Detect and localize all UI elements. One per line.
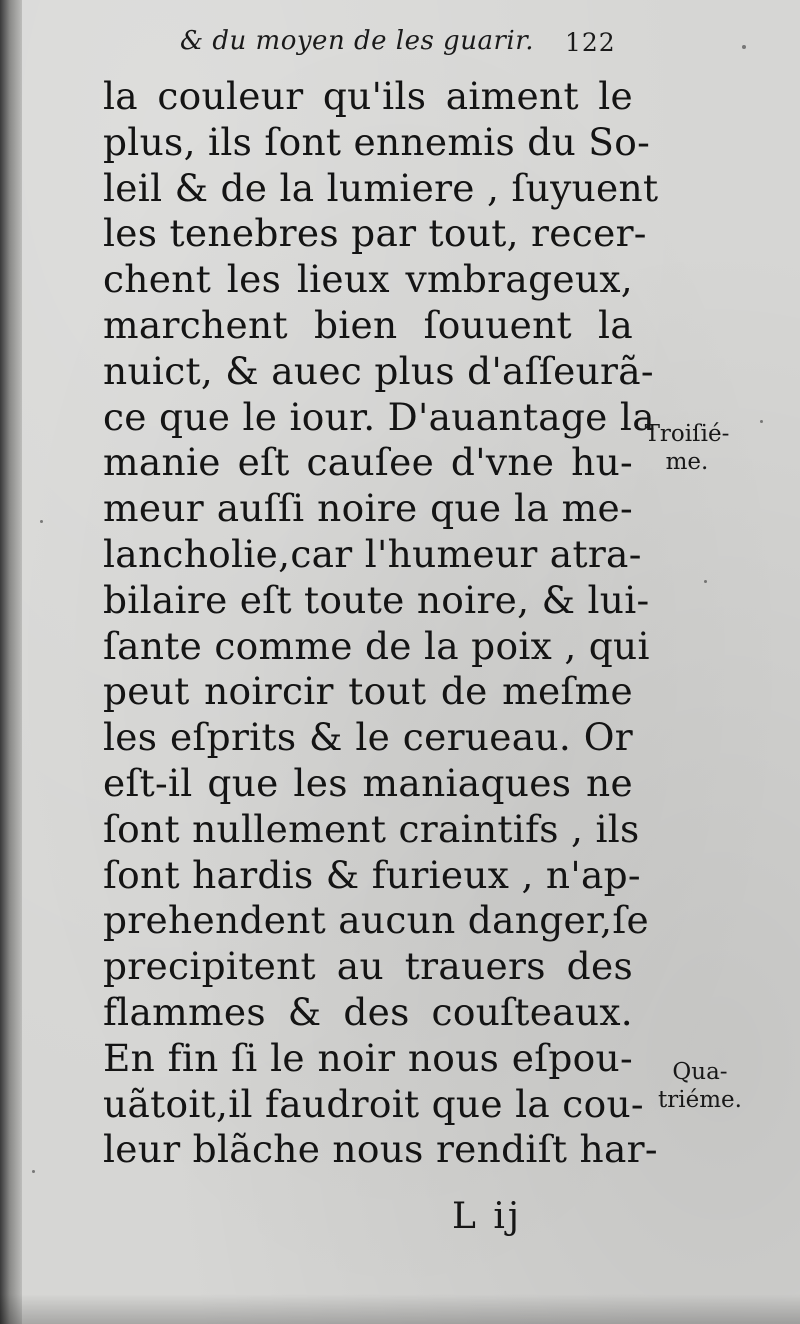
text-line: ſante comme de la poix , qui (103, 623, 650, 668)
running-head: & du moyen de les guarir. (180, 26, 535, 56)
text-line: uãtoit,il faudroit que la cou- (103, 1081, 644, 1126)
page-number: 122 (565, 28, 616, 57)
text-line: les tenebres par tout, recer- (103, 211, 647, 256)
text-line: eſt-il que les maniaques ne (103, 760, 633, 805)
text-line: peut noircir tout de meſme (103, 669, 633, 714)
margin-note-third (632, 420, 742, 476)
paper-speck (704, 580, 707, 583)
text-line: leil & de la lumiere , ſuyuent (103, 165, 659, 210)
margin-note-line: triéme. (658, 1087, 742, 1113)
text-line: flammes & des couſteaux. (103, 989, 633, 1034)
paper-speck (40, 520, 43, 523)
text-line: marchent bien ſouuent la (103, 302, 633, 347)
text-line: ſont nullement craintifs , ils (103, 806, 640, 851)
page-header (180, 20, 650, 70)
text-line: leur blãche nous rendiſt har- (103, 1127, 658, 1172)
text-line: precipitent au trauers des (103, 944, 633, 989)
signature-mark: L ij (452, 1196, 523, 1237)
margin-note-line: me. (665, 449, 709, 475)
text-line: les eſprits & le cerueau. Or (103, 715, 633, 760)
paper-speck (32, 1170, 35, 1173)
text-line: plus, ils ſont ennemis du So- (103, 119, 651, 164)
page-bottom-shadow (0, 1294, 800, 1324)
text-line: lancholie,car l'humeur atra- (103, 531, 642, 576)
paper-speck (742, 45, 746, 49)
text-line: ſont hardis & furieux , n'ap- (103, 852, 641, 897)
text-line: bilaire eſt toute noire, & lui- (103, 577, 650, 622)
text-line: chent les lieux vmbrageux, (103, 257, 633, 302)
text-line: ce que le iour. D'auantage la (103, 394, 655, 439)
text-line: meur auſſi noire que la me- (103, 486, 633, 531)
margin-note-line: Qua- (672, 1059, 728, 1085)
text-line: manie eſt cauſee d'vne hu- (103, 440, 633, 485)
paper-speck (760, 420, 763, 423)
text-line: En fin ſi le noir nous eſpou- (103, 1035, 633, 1080)
text-line: nuict, & auec plus d'aſſeurã- (103, 348, 654, 393)
margin-note-line: Troiſié- (644, 421, 730, 447)
margin-note-fourth (650, 1058, 750, 1114)
text-line: prehendent aucun danger,ſe (103, 898, 650, 943)
body-text (103, 74, 659, 1173)
binding-edge (0, 0, 22, 1324)
text-line: la couleur qu'ils aiment le (103, 74, 633, 118)
